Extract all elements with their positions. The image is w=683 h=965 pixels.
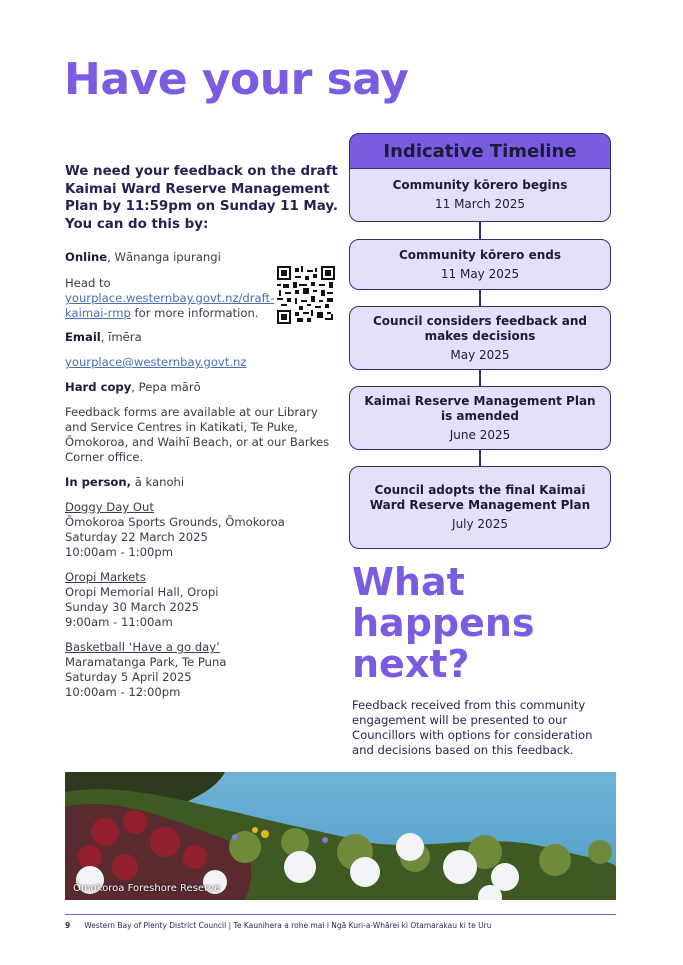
- next-title: What happens next?: [352, 560, 535, 686]
- event-date: Saturday 5 April 2025: [65, 670, 192, 684]
- timeline-step: [349, 239, 611, 290]
- timeline-step: [349, 169, 611, 222]
- event-name[interactable]: Basketball ‘Have a go day’: [65, 640, 220, 654]
- hardcopy-text: Feedback forms are available at our Library and Service Centres in Katikati, Te Puke, Ōmokoroa, and Waihī Beach, or at our Barkes Corner office.: [65, 405, 330, 464]
- timeline-step-title: Community kōrero begins: [392, 178, 568, 192]
- timeline-step: [349, 386, 611, 450]
- timeline-step-title: Kaimai Reserve Management Plan is amended: [364, 393, 596, 423]
- photo-caption: Ōmokoroa Foreshore Reserve: [73, 883, 221, 894]
- online-text: [65, 276, 275, 321]
- email-maori: , īmēra: [100, 330, 142, 344]
- timeline-connector: [479, 450, 481, 466]
- intro-text: We need your feedback on the draft Kaimai Ward Reserve Management Plan by 11:59pm on Sunday 11 May. You can do this by:: [65, 164, 338, 232]
- event-date: Saturday 22 March 2025: [65, 530, 208, 544]
- page-number: 9: [65, 921, 71, 930]
- event-time: 10:00am - 12:00pm: [65, 685, 181, 699]
- event-date: Sunday 30 March 2025: [65, 600, 200, 614]
- event-item: [65, 500, 345, 560]
- event-name[interactable]: Doggy Day Out: [65, 500, 154, 514]
- email-row: [65, 355, 345, 370]
- event-place: Oropi Memorial Hall, Oropi: [65, 585, 219, 599]
- timeline-step-title: Council adopts the final Kaimai Ward Reserve Management Plan: [369, 483, 591, 512]
- timeline-connector: [479, 370, 481, 386]
- timeline-step-date: 11 March 2025: [434, 197, 526, 211]
- timeline-step: [349, 466, 611, 549]
- footer-divider: [65, 914, 616, 915]
- hardcopy-heading: [65, 380, 345, 395]
- event-item: [65, 570, 345, 630]
- event-time: 9:00am - 11:00am: [65, 615, 173, 629]
- hardcopy-maori: , Pepa mārō: [131, 380, 201, 394]
- hardcopy-label: Hard copy: [65, 380, 132, 394]
- page-title: Have your say: [64, 54, 409, 105]
- event-item: [65, 640, 345, 700]
- timeline-header: Indicative Timeline: [349, 133, 611, 169]
- event-place: Ōmokoroa Sports Grounds, Ōmokoroa: [65, 515, 285, 529]
- online-maori: , Wānanga ipurangi: [107, 250, 221, 264]
- email-link[interactable]: yourplace@westernbay.govt.nz: [65, 355, 247, 369]
- timeline-step-date: July 2025: [452, 517, 508, 531]
- inperson-label: In person,: [65, 475, 132, 489]
- online-heading: [65, 250, 345, 265]
- timeline-connector: [479, 290, 481, 306]
- online-label: Online: [65, 250, 108, 264]
- timeline-connector: [479, 222, 481, 239]
- event-place: Maramatanga Park, Te Puna: [65, 655, 227, 669]
- online-text-post: for more information.: [130, 306, 259, 320]
- online-text-pre: Head to: [65, 276, 111, 290]
- inperson-maori: ā kanohi: [131, 475, 185, 489]
- reserve-photo: [65, 772, 616, 900]
- timeline-step-date: 11 May 2025: [440, 266, 520, 281]
- email-label: Email: [65, 330, 101, 344]
- online-link[interactable]: yourplace.westernbay.govt.nz/draft-kaimai-rmp: [65, 291, 275, 320]
- qr-code-icon: [277, 266, 335, 324]
- timeline-step-title: Community kōrero ends: [398, 247, 562, 262]
- email-heading: [65, 330, 345, 345]
- reserve-photo-image: [65, 772, 616, 900]
- timeline-step-date: May 2025: [450, 347, 510, 362]
- next-body: Feedback received from this community engagement will be presented to our Councillors with options for consideration and decisions based on this feedback.: [352, 698, 593, 757]
- timeline-step-title: Council considers feedback and makes decisions: [372, 313, 588, 343]
- event-time: 10:00am - 1:00pm: [65, 545, 174, 559]
- event-name[interactable]: Oropi Markets: [65, 570, 146, 584]
- timeline-step: [349, 306, 611, 370]
- footer: [65, 921, 491, 930]
- timeline-step-date: June 2025: [449, 427, 511, 442]
- inperson-heading: [65, 475, 345, 490]
- footer-text: Western Bay of Plenty District Council | Te Kaunihera a rohe mai i Ngā Kuri-a-Whārei ki Otamarakau ki te Uru: [84, 921, 492, 930]
